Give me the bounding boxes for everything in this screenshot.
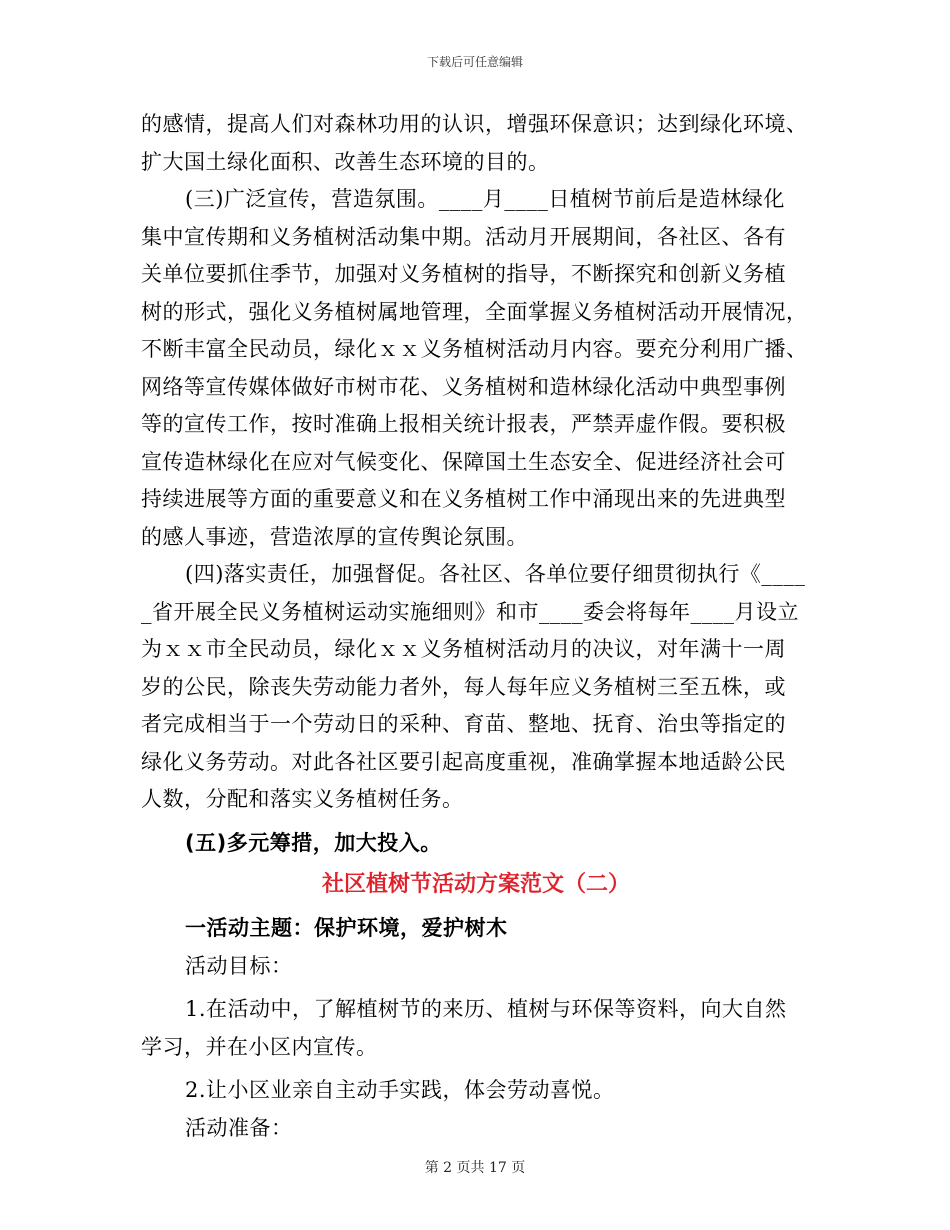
text-line: 集中宣传期和义务植树活动集中期。活动月开展期间，各社区、各有	[141, 224, 786, 249]
text-line: 不断丰富全民动员，绿化ｘｘ义务植树活动月内容。要充分利用广播、	[141, 337, 808, 361]
text-line: 人数，分配和落实义务植树任务。	[141, 787, 464, 811]
text-line: _省开展全民义务植树运动实施细则》和市____委会将每年____月设立	[141, 599, 799, 624]
page-header: 下载后可任意编辑	[426, 55, 523, 69]
activity-theme: 一活动主题：保护环境，爱护树木	[185, 916, 508, 940]
goal-item-1	[141, 991, 811, 1066]
text-line: (三)广泛宣传，营造氛围。____月____日植树节前后是造林绿化	[185, 187, 785, 211]
prep-label: 活动准备：	[185, 1115, 293, 1140]
text-line: 宣传造林绿化在应对气候变化、保障国土生态安全、促进经济社会可	[141, 449, 786, 474]
text-line: 的感人事迹，营造浓厚的宣传舆论氛围。	[141, 524, 528, 549]
section-title: 社区植树节活动方案范文（二）	[321, 872, 630, 897]
text-line: 扩大国土绿化面积、改善生态环境的目的。	[141, 149, 550, 174]
page-footer: 第 2 页共 17 页	[424, 1160, 526, 1176]
text-line: 学习，并在小区内宣传。	[141, 1034, 378, 1059]
text-line: 1.在活动中，了解植树节的来历、植树与环保等资料，向大自然	[185, 997, 787, 1021]
text-line: 绿化义务劳动。对此各社区要引起高度重视，准确掌握本地适龄公民	[141, 749, 786, 774]
text-line: 为ｘｘ市全民动员，绿化ｘｘ义务植树活动月的决议，对年满十一周	[141, 637, 786, 661]
paragraph-3	[141, 556, 811, 819]
paragraph-1	[141, 106, 811, 181]
text-line: 网络等宣传媒体做好市树市花、义务植树和造林绿化活动中典型事例	[141, 374, 786, 399]
document-body	[141, 106, 811, 1147]
section-heading: (五)多元筹措，加大投入。	[185, 830, 442, 855]
paragraph-2	[141, 181, 811, 556]
text-line: 岁的公民，除丧失劳动能力者外，每人每年应义务植树三至五株，或	[141, 674, 786, 699]
text-line: 的感情，提高人们对森林功用的认识，增强环保意识；达到绿化环境、	[141, 112, 808, 136]
goals-label: 活动目标：	[185, 953, 293, 978]
goal-item-2: 2.让小区业亲自主动手实践，体会劳动喜悦。	[185, 1078, 615, 1102]
text-line: 者完成相当于一个劳动日的采种、育苗、整地、抚育、治虫等指定的	[141, 712, 786, 736]
text-line: 等的宣传工作，按时准确上报相关统计报表，严禁弄虚作假。要积极	[141, 412, 786, 436]
text-line: 树的形式，强化义务植树属地管理，全面掌握义务植树活动开展情况，	[141, 299, 808, 324]
text-line: 持续进展等方面的重要意义和在义务植树工作中涌现出来的先进典型	[141, 487, 786, 511]
text-line: 关单位要抓住季节，加强对义务植树的指导，不断探究和创新义务植	[141, 262, 786, 286]
text-line: (四)落实责任，加强督促。各社区、各单位要仔细贯彻执行《____	[185, 562, 806, 586]
